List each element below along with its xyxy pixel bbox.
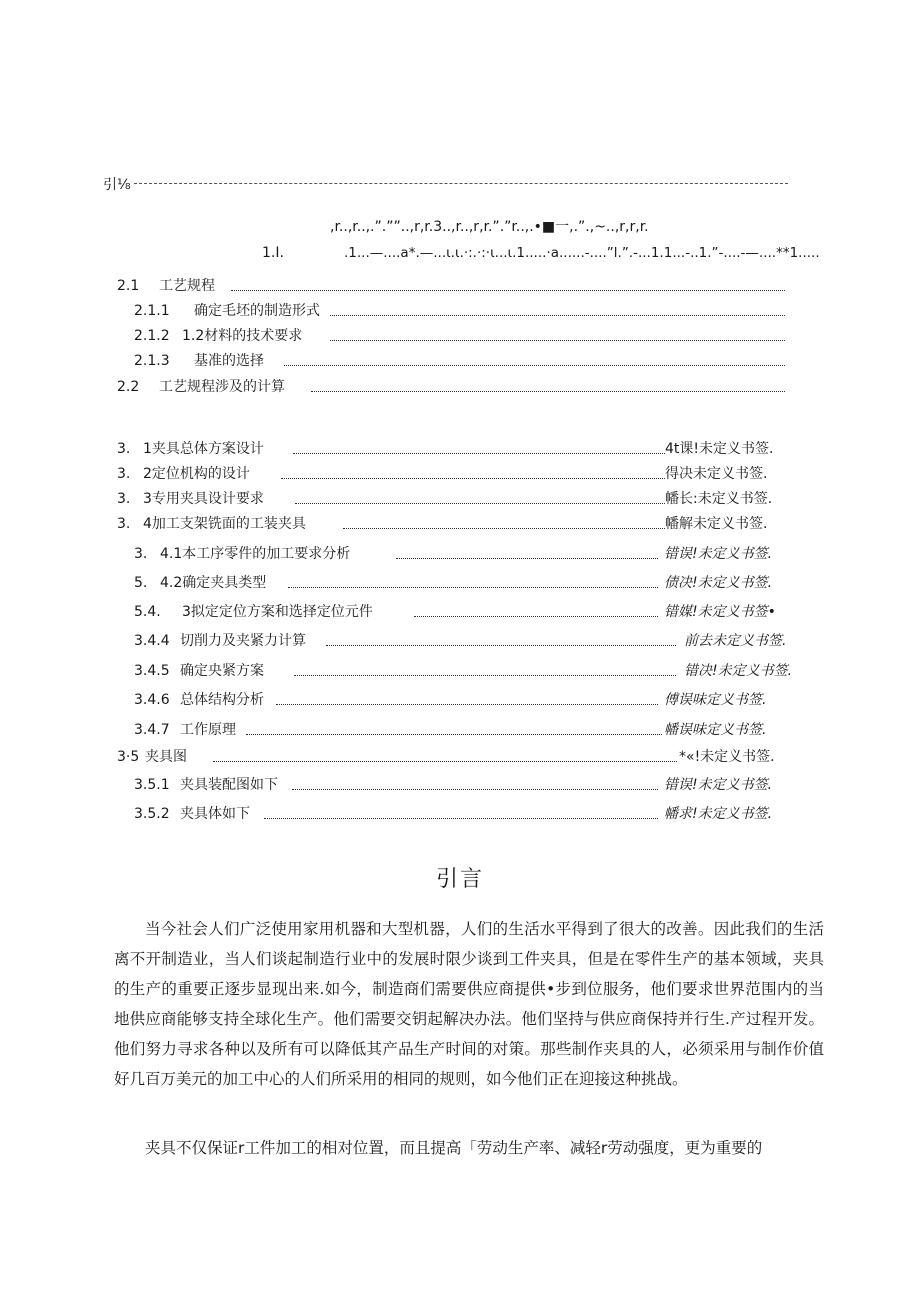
toc-entry-number: 3.4.6 (134, 692, 170, 708)
toc-entry-number: 3. (117, 466, 131, 482)
toc-entry[interactable] (117, 438, 799, 460)
toc-entry-title: 1夹具总体方案设计 (143, 441, 264, 457)
toc-entry[interactable] (117, 376, 785, 398)
toc-entry-number: 5. (134, 575, 148, 591)
toc-entry-page: 幡长:未定义书签. (665, 491, 773, 507)
toc-entry[interactable] (134, 630, 800, 652)
toc-entry[interactable] (117, 513, 799, 535)
toc-leader-dots (326, 630, 676, 646)
toc-entry-page: 错误!未定义书签. (664, 777, 773, 793)
toc-entry-number: 3. (117, 441, 131, 457)
toc-entry[interactable] (134, 601, 786, 623)
toc-leader-dots (281, 463, 665, 479)
toc-leader-dots (246, 719, 662, 735)
toc-entry-page: 幡解未定义书签. (665, 516, 768, 532)
toc-entry-page: 错媒!未定义书签• (664, 604, 776, 620)
toc-entry[interactable] (134, 543, 786, 565)
toc-entry-number: 3. (117, 491, 131, 507)
toc-entry-title: 夹具图 (145, 749, 187, 765)
toc-entry-title: 切削力及夹紧力计算 (180, 633, 306, 649)
toc-entry[interactable] (117, 488, 799, 510)
toc-entry-number: 2.1.2 (134, 328, 170, 344)
toc-entry-page: 傅误味定义书签. (664, 692, 767, 708)
toc-leader-dots (284, 350, 785, 366)
toc-entry[interactable] (134, 300, 785, 322)
toc-entry-number: 3.5.2 (134, 806, 170, 822)
toc-leader-dots (396, 543, 658, 559)
toc-entry-number: 3.4.5 (134, 663, 170, 679)
toc-entry-title: 3专用夹具设计要求 (143, 491, 264, 507)
toc-entry-page: 幡求!未定义书签. (664, 806, 773, 822)
toc-entry-number: 2.1 (117, 278, 140, 294)
intro-paragraph-2: 夹具不仅保证r工件加工的相对位置，而且提高「劳动生产率、减轻r劳动强度，更为重要的 (145, 1139, 763, 1157)
toc-leader-dots (311, 376, 785, 392)
toc-entry[interactable] (117, 275, 785, 297)
toc-leader-dots (213, 746, 677, 762)
toc-entry[interactable] (134, 660, 800, 682)
toc-leader-dots (330, 300, 785, 316)
toc-entry-title: 3拟定定位方案和选择定位元件 (182, 604, 373, 620)
toc-entry[interactable] (117, 463, 799, 485)
toc-entry-title: 基准的选择 (194, 353, 264, 369)
garbled-line-2-number: 1.I. (262, 245, 284, 261)
toc-entry-number: 3. (134, 546, 148, 562)
toc-entry-title: 4.1本工序零件的加工要求分析 (160, 546, 351, 562)
toc-entry-number: 3·5 (117, 749, 140, 765)
garbled-line-2-text: .1...—....a*.—...ι.ι.·:.·:·ι...ι.1.....·a......-....”l.”.-...1.1...-..1.”-....-—....**1..... (344, 245, 820, 261)
toc-entry-page: 错误!未定义书签. (664, 546, 773, 562)
toc-entry-number: 2.2 (117, 379, 140, 395)
toc-entry-number: 3.4.7 (134, 722, 170, 738)
toc-leader-dots (414, 601, 658, 617)
toc-entry-title: 确定央紧方案 (180, 663, 264, 679)
toc-entry-page: 错决!未定义书签. (684, 663, 793, 679)
toc-leader-dots (288, 572, 658, 588)
toc-entry-number: 3.4.4 (134, 633, 170, 649)
toc-entry[interactable] (134, 350, 785, 372)
toc-entry-page: 前去未定义书签. (684, 633, 787, 649)
toc-entry-title: 工艺规程涉及的计算 (159, 379, 285, 395)
toc-entry-title: 4加工支架铣面的工装夹具 (143, 516, 306, 532)
toc-entry-page: 幡误味定义书签. (664, 722, 767, 738)
toc-leader-dots (294, 660, 676, 676)
garbled-line-1: ,r..,r..,.”.””..,r,r.3..,r..,r,r.”.”r..,.•■一,.”.,~..,r,r,r. (330, 219, 649, 235)
toc-entry-title: 1.2材料的技术要求 (182, 328, 303, 344)
toc-entry[interactable] (134, 572, 786, 594)
toc-entry-number: 3. (117, 516, 131, 532)
toc-leader-dots (293, 438, 665, 454)
intro-title: 引言 (435, 867, 484, 892)
toc-leader-dots (343, 513, 665, 529)
toc-entry[interactable] (117, 746, 799, 768)
toc-entry-page: 4t课!未定义书签. (665, 441, 774, 457)
toc-entry-title: 工艺规程 (159, 278, 215, 294)
toc-entry[interactable] (134, 774, 786, 796)
toc-entry-number: 2.1.3 (134, 353, 170, 369)
toc-entry-title: 总体结构分析 (180, 692, 264, 708)
toc-entry-title: 2定位机构的设计 (143, 466, 250, 482)
toc-entry-number: 3.5.1 (134, 777, 170, 793)
toc-entry-page: 得决未定义书签. (665, 466, 768, 482)
toc-entry-page: *«!未定义书签. (679, 749, 775, 765)
toc-heading-rule (134, 183, 788, 184)
toc-entry[interactable] (134, 719, 798, 741)
toc-entry-title: 工作原理 (180, 722, 236, 738)
toc-entry-title: 夹具装配图如下 (180, 777, 278, 793)
toc-entry[interactable] (134, 325, 785, 347)
toc-entry-title: 夹具体如下 (180, 806, 250, 822)
toc-leader-dots (292, 774, 658, 790)
toc-leader-dots (330, 325, 785, 341)
toc-entry-title: 4.2确定夹具类型 (160, 575, 267, 591)
toc-leader-dots (231, 275, 785, 291)
toc-leader-dots (264, 803, 658, 819)
toc-entry[interactable] (134, 803, 786, 825)
toc-entry-number: 5.4. (134, 604, 161, 620)
toc-heading: 引⅛ (103, 177, 131, 193)
toc-entry-number: 2.1.1 (134, 303, 170, 319)
toc-leader-dots (276, 689, 658, 705)
toc-entry-page: 债决!未定义书签. (664, 575, 773, 591)
intro-paragraph-1: 当今社会人们广泛使用家用机器和大型机器，人们的生活水平得到了很大的改善。因此我们的生活离不开制造业，当人们谈起制造行业中的发展时限少谈到工件夹具，但是在零件生产的基本领域，夹具的生产的重要正逐步显现出来.如今，制造商们需要供应商提供•步到位服务，他们要求世界范围内的当地供应商能够支持全球化生产。他们需要交钥起解决办法。他们坚持与供应商保持并行生.产过程开发。他们努力寻求各种以及所有可以降低其产品生产时间的对策。那些制作夹具的人，必须采用与制作价值好几百万美元的加工中心的人们所采用的相同的规则，如今他们正在迎接这种挑战。 (114, 920, 824, 1088)
toc-entry[interactable] (134, 689, 786, 711)
toc-entry-title: 确定毛坯的制造形式 (194, 303, 320, 319)
toc-leader-dots (295, 488, 665, 504)
